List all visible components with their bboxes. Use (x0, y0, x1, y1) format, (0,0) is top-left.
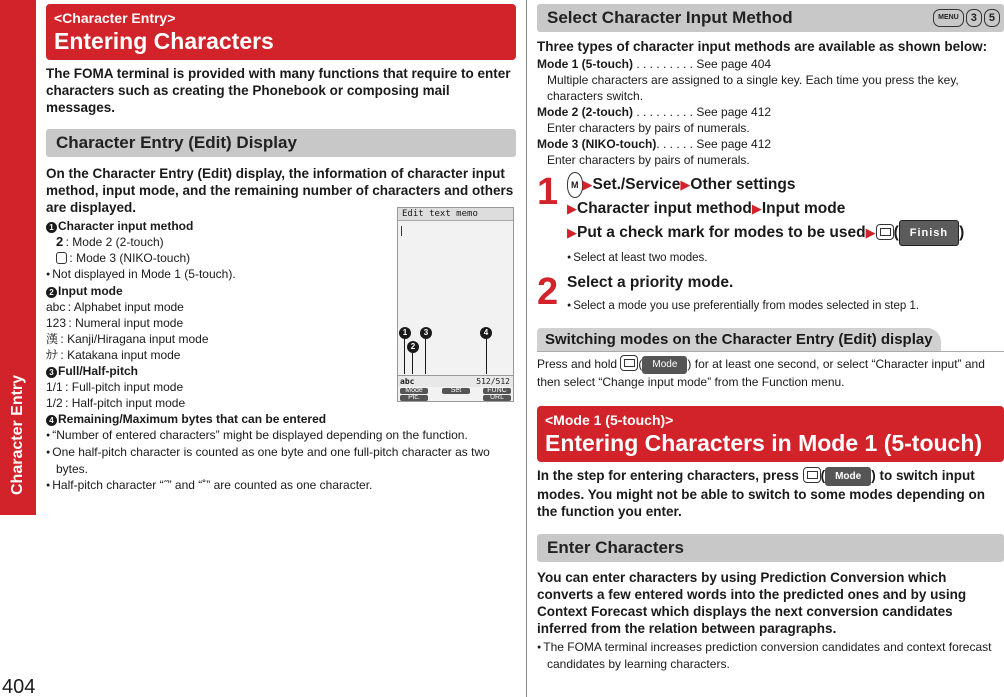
phone-cursor (401, 226, 402, 236)
step-2-number: 2 (537, 271, 559, 313)
mode-list (537, 56, 1004, 168)
item2-line-1: abc : Alphabet input mode (46, 300, 184, 314)
mode-softkey: Mode (642, 356, 687, 374)
item1-line-1: : Mode 2 (2-touch) (63, 235, 164, 249)
step1-part-3: Character input method (577, 200, 752, 217)
item1-title: Character input method (58, 219, 194, 233)
item1-note: ● Not displayed in Mode 1 (5-touch). (46, 266, 386, 283)
step-1-number: 1 (537, 171, 559, 213)
mode1-header (537, 406, 1004, 462)
callout-3: 3 (420, 327, 432, 339)
enter-characters-note: ● The FOMA terminal increases prediction conversion candidates and context forecast candidates by learning characters. (537, 639, 1004, 672)
right-column (537, 0, 1004, 672)
page-number: 404 (2, 676, 36, 697)
switch-text-b: for at least one second, or select “Character input” and then select “Change input mode” from the Function menu. (537, 357, 985, 389)
note-2: ● One half-pitch character is counted as one byte and one full-pitch character as two bytes. (46, 444, 504, 477)
number-2-icon: 2 (46, 287, 57, 298)
step1-part-1: Set./Service (592, 176, 681, 193)
item3-title: Full/Half-pitch (58, 364, 138, 378)
section-title-display: Character Entry (Edit) Display (46, 129, 516, 157)
phone-title: Edit text memo (398, 208, 513, 221)
phone-softkey-func: FUNC (483, 388, 511, 394)
callout-1: 1 (399, 327, 411, 339)
mode1-text-b: to switch input modes. You might not be able to switch to some modes depending on the function you enter. (537, 468, 986, 519)
column-divider (526, 0, 527, 697)
number-3-icon: 3 (46, 367, 57, 378)
number-4-icon: 4 (46, 415, 57, 426)
phone-softkey-mode: Mode (400, 388, 428, 394)
menu-key-sequence (933, 9, 1000, 27)
page-header-sub: <Character Entry> (54, 10, 176, 26)
mode1-header-sub: <Mode 1 (5-touch)> (545, 412, 674, 428)
page-header (46, 4, 516, 60)
mail-key-icon (803, 467, 821, 483)
mode2-icon: 2 (56, 234, 64, 249)
mode3-desc: Enter characters by pairs of numerals. (547, 153, 750, 167)
step-2 (537, 272, 1004, 314)
section-title-select-method-text: Select Character Input Method (547, 8, 793, 27)
switch-modes-text: Press and hold ( Mode ) for at least one second, or select “Character input” and then select “Change input mode” from the Function menu. (537, 357, 985, 389)
enter-characters-text: You can enter characters by using Prediction Conversion which converts a few entered words into the predicted ones and by using Context Forecast which displays the next conversion candidates inferred from the relation between paragraphs. (537, 570, 967, 636)
method-intro: Three types of character input methods are available as shown below: (537, 39, 988, 54)
switch-text-a: Press and hold (537, 357, 621, 371)
mode2-name: Mode 2 (2-touch) (537, 105, 633, 119)
intro-text: The FOMA terminal is provided with many functions that require to enter characters such as creating the Phonebook or composing mail messages. (46, 66, 511, 115)
item2-line-4: ｶﾅ : Katakana input mode (46, 348, 181, 362)
section-title-select-method (537, 4, 1004, 32)
phone-softkey-url: URL (483, 395, 511, 401)
step2-note: ● Select a mode you use preferentially from modes selected in step 1. (567, 298, 919, 314)
phone-status-bar (398, 375, 513, 387)
menu-key-icon: M (567, 172, 583, 198)
key-3-icon: 3 (966, 9, 982, 27)
phone-softkey-set: Set (442, 388, 470, 394)
item2-title: Input mode (58, 284, 123, 298)
item3-line-2: 1/2 : Half-pitch input mode (46, 396, 186, 410)
item-list (46, 218, 386, 427)
step1-part-2: Other settings (690, 176, 796, 193)
phone-screen-illustration (397, 207, 514, 402)
mode3-ref: . . . . . . See page 412 (656, 137, 772, 151)
mode1-ref: . . . . . . . . . See page 404 (633, 57, 772, 71)
phone-byte-count: 512/512 (476, 377, 510, 386)
mode2-ref: . . . . . . . . . See page 412 (633, 105, 772, 119)
item4-title: Remaining/Maximum bytes that can be entered (58, 412, 327, 426)
step2-text: Select a priority mode. (567, 274, 734, 291)
switch-modes-section (537, 328, 1004, 390)
phone-softkeys (398, 388, 513, 402)
item2-line-2: 123 : Numeral input mode (46, 316, 184, 330)
side-tab-label: Character Entry (9, 374, 26, 495)
phone-softkey-pic: Pic. (400, 395, 428, 401)
mode1-desc: Multiple characters are assigned to a single key. Each time you press the key, characters switch. (547, 73, 959, 103)
mode1-text: In the step for entering characters, press ( Mode ) to switch input modes. You might not be able to switch to some modes depending on the function you enter. (537, 468, 986, 519)
callout-4: 4 (480, 327, 492, 339)
phone-mode-indicator: abc (400, 377, 415, 386)
step1-note: ● Select at least two modes. (567, 250, 964, 266)
number-1-icon: 1 (46, 222, 57, 233)
step1-part-4: Input mode (761, 200, 846, 217)
notes-list (46, 427, 504, 494)
mode2-desc: Enter characters by pairs of numerals. (547, 121, 750, 135)
mail-key-icon (620, 355, 638, 371)
side-tab (0, 0, 36, 515)
page-title: Entering Characters (54, 28, 274, 54)
mode3-name: Mode 3 (NIKO-touch) (537, 137, 657, 151)
mail-key-icon (876, 224, 894, 240)
step1-part-5: Put a check mark for modes to be used (577, 224, 866, 241)
switch-modes-title: Switching modes on the Character Entry (Edit) display (537, 328, 941, 351)
item2-line-3: 漢 : Kanji/Hiragana input mode (46, 332, 209, 346)
enter-characters-title: Enter Characters (537, 534, 1004, 562)
step-1: 1 M ▶Set./Service▶Other settings ▶Character input method▶Input mode ▶Put a check mark for modes to be used▶ ( Finish ) ● Select at least two modes. (537, 172, 1004, 266)
menu-key-icon: MENU (933, 9, 964, 27)
finish-softkey: Finish (899, 220, 959, 246)
callout-2: 2 (407, 341, 419, 353)
mode1-header-title: Entering Characters in Mode 1 (5-touch) (545, 430, 983, 456)
mode1-name: Mode 1 (5-touch) (537, 57, 633, 71)
section-intro: On the Character Entry (Edit) display, the information of character input method, input mode, and the remaining number of characters and others are displayed. (46, 166, 514, 215)
mode3-icon (56, 252, 67, 264)
key-5-icon: 5 (984, 9, 1000, 27)
mode1-text-a: In the step for entering characters, press (537, 468, 803, 483)
mode-softkey: Mode (825, 467, 871, 486)
note-3: ● Half-pitch character “˝” and “˚” are counted as one character. (46, 477, 504, 494)
item3-line-1: 1/1 : Full-pitch input mode (46, 380, 184, 394)
note-1: ● “Number of entered characters” might be displayed depending on the function. (46, 427, 504, 444)
item1-line-2: : Mode 3 (NIKO-touch) (67, 251, 191, 265)
